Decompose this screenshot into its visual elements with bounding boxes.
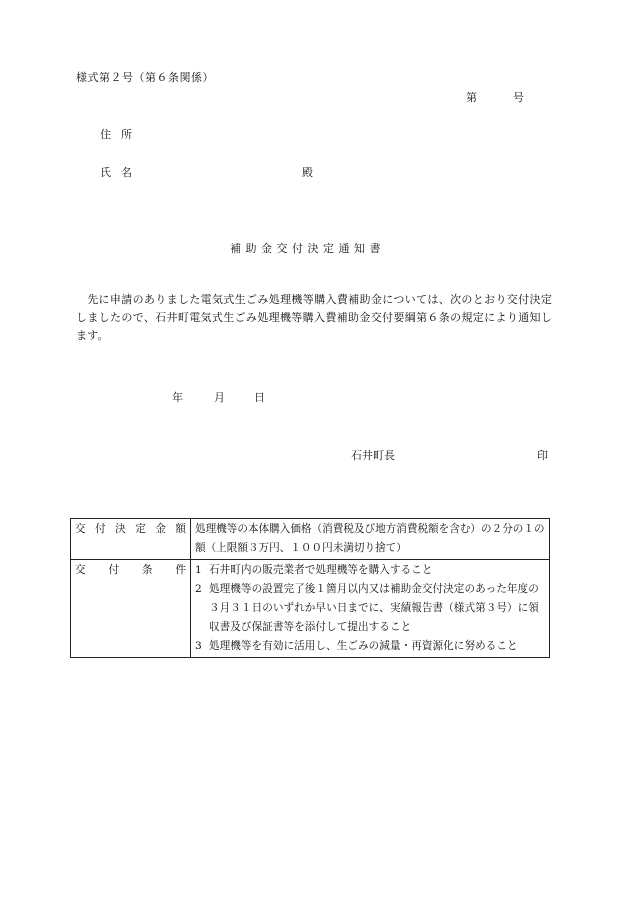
- date-month: 月: [214, 391, 225, 404]
- date-line: [172, 389, 265, 405]
- name-label: 氏名: [100, 166, 142, 179]
- conditions-label: 交付条件: [75, 564, 186, 576]
- date-year: 年: [172, 391, 183, 404]
- document-number: [466, 89, 524, 105]
- condition-item: [195, 561, 545, 580]
- condition-item: [195, 580, 545, 637]
- condition-number: 3: [195, 640, 202, 652]
- address-label: 住所: [100, 128, 142, 141]
- condition-text: 処理機等の設置完了後１箇月以内又は補助金交付決定のあった年度の３月３１日のいずれか早い日までに、実績報告書（様式第３号）に領収書及び保証書等を添付して提出すること: [209, 583, 539, 633]
- condition-number: 1: [195, 564, 202, 576]
- conditions-label-cell: [71, 560, 191, 658]
- document-title: 補助金交付決定通知書: [230, 242, 385, 255]
- seal-mark: 印: [537, 449, 548, 462]
- date-day: 日: [254, 391, 265, 404]
- honorific: 殿: [302, 166, 313, 179]
- document-number-prefix: 第: [466, 91, 477, 104]
- form-label: 様式第２号（第６条関係）: [76, 71, 214, 84]
- table-row-amount: [71, 519, 550, 560]
- body-paragraph: [76, 291, 552, 345]
- issuer: 石井町長: [351, 449, 395, 462]
- condition-text: 処理機等を有効に活用し、生ごみの減量・再資源化に努めること: [209, 640, 518, 652]
- body-text: 先に申請のありました電気式生ごみ処理機等購入費補助金については、次のとおり交付決定しましたので、石井町電気式生ごみ処理機等購入費補助金交付要綱第６条の規定により通知します。: [76, 293, 552, 342]
- amount-label: 交付決定金額: [75, 523, 186, 535]
- condition-item: [195, 637, 545, 656]
- amount-text: 処理機等の本体購入価格（消費税及び地方消費税額を含む）の２分の１の額（上限額３万円、１００円未満切り捨て）: [191, 519, 550, 560]
- document-number-suffix: 号: [513, 91, 524, 104]
- condition-text: 石井町内の販売業者で処理機等を購入すること: [209, 564, 433, 576]
- table-row-conditions: [71, 560, 550, 658]
- grant-table: [70, 518, 550, 658]
- condition-number: 2: [195, 583, 202, 595]
- amount-label-cell: [71, 519, 191, 560]
- conditions-cell: [191, 560, 550, 658]
